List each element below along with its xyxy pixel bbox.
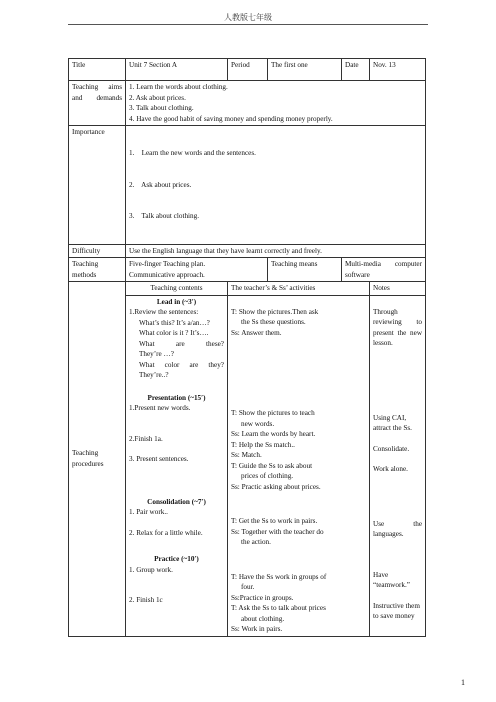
presentation-activity: Ss: Practic asking about prices. [231, 482, 321, 491]
presentation-activity: prices of clothing. [241, 472, 294, 480]
notes-column [370, 295, 426, 636]
aims-list [126, 81, 426, 126]
aims-item: 4. Have the good habit of saving money and spending money properly. [129, 114, 333, 123]
practice-activity: Ss: Work in pairs. [231, 625, 283, 633]
aims-item: 3. Talk about clothing. [129, 104, 194, 112]
presentation-note: Consolidate. [373, 444, 410, 453]
period-label: Period [228, 59, 268, 81]
header-rule [68, 24, 428, 25]
practice-activity: four. [241, 583, 255, 591]
lesson-plan-table [68, 58, 426, 637]
title-label: Title [69, 59, 126, 81]
practice-activity: about clothing. [241, 614, 285, 623]
presentation-activity: T: Help the Ss match.. [231, 440, 295, 449]
title-row [69, 59, 426, 81]
importance-item: 2. Ask about prices. [129, 180, 192, 189]
presentation-item: 2.Finish 1a. [129, 434, 163, 443]
lead-in-content: They’re..? [139, 371, 169, 379]
consolidation-activity: T: Get the Ss to work in pairs. [231, 517, 318, 525]
aims-item: 1. Learn the words about clothing. [129, 83, 228, 91]
presentation-activity: Ss: Match. [231, 451, 262, 459]
procedures-header-row [69, 282, 426, 296]
contents-column [126, 295, 228, 636]
means-value: Multi-media computer software [342, 258, 426, 282]
lead-in-activity: Ss: Answer them. [231, 328, 282, 337]
presentation-note: Work alone. [373, 465, 408, 473]
page-header: 人教版七年级 [224, 13, 272, 22]
means-label: Teaching means [268, 258, 342, 282]
col-contents: Teaching contents [126, 282, 228, 296]
consolidation-activity: Ss: Together with the teacher do [231, 527, 324, 536]
practice-activity: Ss:Practice in groups. [231, 593, 294, 602]
presentation-item: 1.Present new words. [129, 404, 191, 412]
procedures-label: Teaching procedures [69, 282, 126, 637]
practice-note: Have “teamwork.” [373, 570, 410, 589]
presentation-activity: Ss: Learn the words by heart. [231, 430, 316, 438]
practice-note: Instructive them to save money [373, 601, 420, 620]
consolidation-item: 1. Pair work.. [129, 508, 168, 516]
methods-value [126, 258, 268, 282]
methods-value-line: Five-finger Teaching plan. [129, 260, 206, 268]
aims-label: Teaching aims and demands [69, 81, 126, 126]
methods-label: Teaching methods [69, 258, 126, 282]
difficulty-text: Use the English language that they have learnt correctly and freely. [126, 244, 426, 258]
consolidation-note: Use the languages. [373, 519, 423, 538]
practice-item: 2. Finish 1c [129, 596, 163, 604]
difficulty-label: Difficulty [69, 244, 126, 258]
importance-row [69, 126, 426, 245]
lead-in-activity: T: Show the pictures.Then ask [231, 307, 319, 316]
date-value: Nov. 13 [370, 59, 426, 81]
lead-in-content: What color is it ? It’s…. [139, 329, 209, 337]
importance-label: Importance [69, 126, 126, 245]
practice-activity: T: Ask the Ss to talk about prices [231, 604, 326, 612]
unit-title: Unit 7 Section A [126, 59, 228, 81]
aims-item: 2. Ask about prices. [129, 93, 186, 102]
importance-list [126, 126, 426, 245]
presentation-note: Using CAI, attract the Ss. [373, 413, 412, 432]
consolidation-heading: Consolidation (~7′) [147, 497, 206, 506]
lead-in-content: They’re …? [139, 350, 174, 358]
lead-in-note: Through reviewing to present the new lesson. [373, 307, 423, 347]
importance-item: 3. Talk about clothing. [129, 212, 200, 220]
practice-item: 1. Group work. [129, 565, 173, 574]
presentation-activity: T: Show the pictures to teach [231, 409, 315, 417]
presentation-activity: T: Guide the Ss to ask about [231, 461, 313, 470]
col-activities: The teacher’s & Ss’ activities [228, 282, 370, 296]
page-number: 1 [461, 678, 465, 687]
importance-item: 1. Learn the new words and the sentences. [129, 149, 256, 157]
lead-in-content: What are these? [139, 339, 224, 348]
date-label: Date [342, 59, 370, 81]
practice-activity: T: Have the Ss work in groups of [231, 572, 327, 581]
practice-heading: Practice (~10′) [154, 555, 199, 563]
aims-row [69, 81, 426, 126]
period-value: The first one [268, 59, 342, 81]
lead-in-heading: Lead in (~3′) [156, 297, 197, 306]
consolidation-activity: the action. [241, 538, 271, 546]
lead-in-content: 1.Review the sentences: [129, 308, 199, 316]
col-notes: Notes [370, 282, 426, 296]
methods-row [69, 258, 426, 282]
presentation-item: 3. Present sentences. [129, 455, 189, 463]
lead-in-content: What’s this? It’s a/an…? [139, 318, 210, 327]
lead-in-activity: the Ss these questions. [241, 318, 306, 326]
lead-in-content: What color are they? [139, 360, 224, 369]
consolidation-item: 2. Relax for a little while. [129, 528, 203, 537]
difficulty-row [69, 244, 426, 258]
presentation-heading: Presentation (~15′) [147, 393, 206, 402]
presentation-activity: new words. [241, 419, 275, 428]
methods-value-line: Communicative approach. [129, 270, 205, 279]
activities-column [228, 295, 370, 636]
